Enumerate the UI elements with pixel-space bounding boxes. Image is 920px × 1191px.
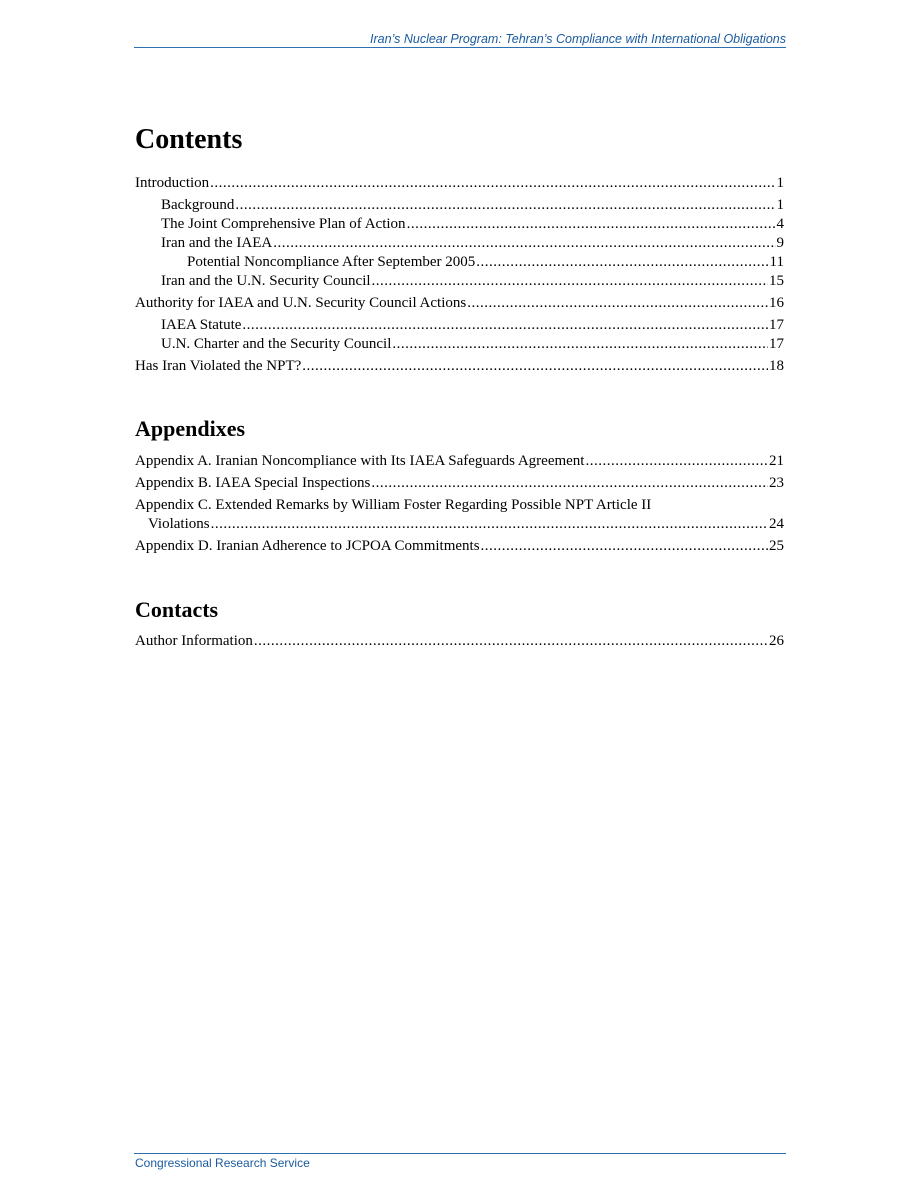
toc-entry-title: Author Information [135, 633, 253, 649]
toc-entry-title-line1: Appendix C. Extended Remarks by William Foster Regarding Possible NPT Article II [135, 497, 652, 513]
toc-entry-appendix-c[interactable] [135, 496, 784, 534]
toc-entry-background[interactable] [135, 196, 784, 215]
footer-rule [134, 1153, 786, 1154]
dot-leader [242, 316, 768, 335]
toc-page-number: 24 [769, 516, 784, 532]
toc-entry-continuation [135, 515, 784, 534]
appendixes-heading: Appendixes [135, 416, 246, 441]
toc-entry-has-iran-violated[interactable] [135, 357, 784, 376]
toc-entry-title: Appendix D. Iranian Adherence to JCPOA Commitments [135, 538, 480, 554]
header-rule [134, 47, 786, 48]
dot-leader [211, 515, 768, 534]
toc-entry-title: Iran and the U.N. Security Council [161, 273, 371, 289]
toc-entry-iran-and-unsc[interactable] [135, 272, 784, 291]
contacts-heading: Contacts [135, 597, 219, 622]
dot-leader [371, 474, 768, 493]
toc-entry-iaea-statute[interactable] [135, 316, 784, 335]
toc-entry-appendix-d[interactable] [135, 537, 784, 556]
appendixes-list [135, 452, 784, 559]
toc-entry-title-line2: Violations [148, 516, 210, 532]
dot-leader [407, 215, 776, 234]
contents-heading: Contents [135, 124, 243, 155]
dot-leader [392, 335, 768, 354]
dot-leader [585, 452, 768, 471]
contacts-list [135, 632, 784, 651]
toc-entry-appendix-b[interactable] [135, 474, 784, 493]
toc-entry-potential-noncompliance[interactable] [135, 253, 784, 272]
toc-page-number: 15 [769, 273, 784, 289]
toc-entry-title: Has Iran Violated the NPT? [135, 358, 302, 374]
toc-page-number: 1 [776, 175, 784, 191]
toc-page-number: 25 [769, 538, 784, 554]
toc-entry-iran-and-iaea[interactable] [135, 234, 784, 253]
toc-page-number: 1 [776, 197, 784, 213]
toc-page-number: 18 [769, 358, 784, 374]
toc-entry-appendix-a[interactable] [135, 452, 784, 471]
toc-entry-title: U.N. Charter and the Security Council [161, 336, 392, 352]
dot-leader [476, 253, 768, 272]
toc-entry-title: Introduction [135, 175, 210, 191]
dot-leader [481, 537, 768, 556]
toc-page-number: 21 [769, 453, 784, 469]
toc-entry-title: Authority for IAEA and U.N. Security Council Actions [135, 295, 467, 311]
toc-entry-author-information[interactable] [135, 632, 784, 651]
toc-page-number: 17 [769, 336, 784, 352]
toc-page-number: 17 [769, 317, 784, 333]
toc-entry-authority[interactable] [135, 294, 784, 313]
dot-leader [273, 234, 775, 253]
running-header: Iran’s Nuclear Program: Tehran’s Compliance with International Obligations [370, 32, 786, 46]
toc-entry-title: The Joint Comprehensive Plan of Action [161, 216, 406, 232]
dot-leader [235, 196, 775, 215]
toc-entry-un-charter[interactable] [135, 335, 784, 354]
toc-page-number: 11 [769, 254, 784, 270]
toc-page-number: 9 [776, 235, 784, 251]
contents-list [135, 174, 784, 376]
dot-leader [372, 272, 768, 291]
toc-entry-title: Potential Noncompliance After September 2005 [187, 254, 476, 270]
toc-entry-title: Iran and the IAEA [161, 235, 273, 251]
toc-page-number: 26 [769, 633, 784, 649]
dot-leader [254, 632, 768, 651]
toc-entry-title: Appendix B. IAEA Special Inspections [135, 475, 371, 491]
toc-entry-introduction[interactable] [135, 174, 784, 193]
toc-entry-title: IAEA Statute [161, 317, 242, 333]
dot-leader [467, 294, 768, 313]
running-footer: Congressional Research Service [135, 1156, 310, 1170]
toc-entry-title: Background [161, 197, 235, 213]
toc-entry-title: Appendix A. Iranian Noncompliance with Its IAEA Safeguards Agreement [135, 453, 585, 469]
toc-page-number: 23 [769, 475, 784, 491]
toc-page-number: 4 [776, 216, 784, 232]
dot-leader [210, 174, 775, 193]
toc-page-number: 16 [769, 295, 784, 311]
dot-leader [302, 357, 768, 376]
toc-entry-jcpoa[interactable] [135, 215, 784, 234]
